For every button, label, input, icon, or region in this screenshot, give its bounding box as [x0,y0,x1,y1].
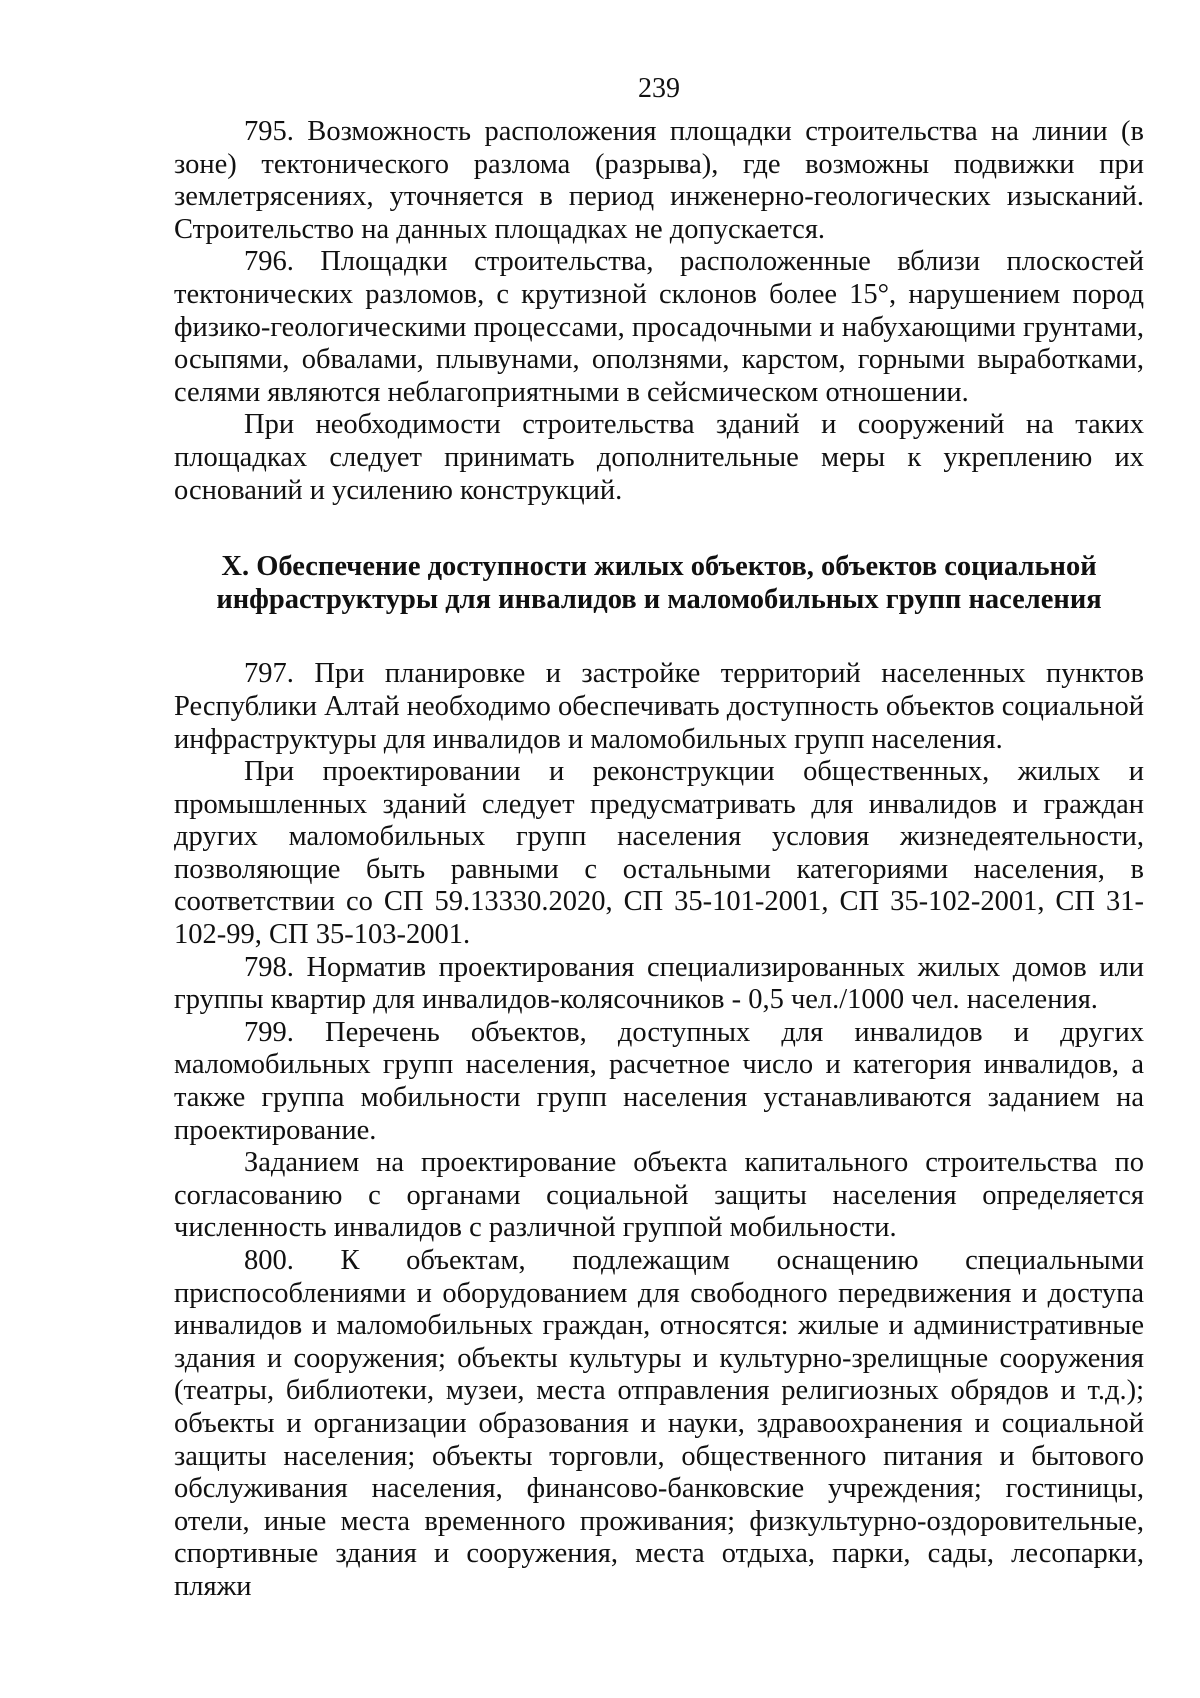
section-heading-line-2: инфраструктуры для инвалидов и маломобильных групп населения [216,583,1102,615]
paragraph-800: 800. К объектам, подлежащим оснащению специальными приспособлениями и оборудованием для свободного передвижения и доступа инвалидов и маломобильных граждан, относятся: жилые и административные здания и сооружения; объекты культуры и культурно-зрелищные сооружения (театры, библиотеки, музеи, места отправления религиозных обрядов и т.д.); объекты и организации образования и науки, здравоохранения и социальной защиты населения; объекты торговли, общественного питания и бытового обслуживания населения, финансово-банковские учреждения; гостиницы, отели, иные места временного проживания; физкультурно-оздоровительные, спортивные здания и сооружения, места отдыха, парки, сады, лесопарки, пляжи [174,1245,1144,1602]
paragraph-799: 799. Перечень объектов, доступных для инвалидов и других маломобильных групп населения, расчетное число и категория инвалидов, а также группа мобильности групп населения устанавливаются заданием на проектирование. [174,1016,1144,1146]
paragraph-799-continued: Заданием на проектирование объекта капитального строительства по согласованию с органами социальной защиты населения определяется численность инвалидов с различной группой мобильности. [174,1147,1144,1244]
section-heading-line-1: X. Обеспечение доступности жилых объектов, объектов социальной [221,551,1097,583]
paragraph-796: 796. Площадки строительства, расположенные вблизи плоскостей тектонических разломов, с крутизной склонов более 15°, нарушением пород физико-геологическими процессами, просадочными и набухающими грунтами, осыпями, обвалами, плывунами, оползнями, карстом, горными выработками, селями являются неблагоприятными в сейсмическом отношении. [174,246,1144,408]
page-number: 239 [638,73,680,104]
document-page [174,72,1144,1604]
paragraph-798: 798. Норматив проектирования специализированных жилых домов или группы квартир для инвалидов-колясочников - 0,5 чел./1000 чел. населения. [174,951,1144,1016]
paragraph-797: 797. При планировке и застройке территорий населенных пунктов Республики Алтай необходимо обеспечивать доступность объектов социальной инфраструктуры для инвалидов и маломобильных групп населения. [174,658,1145,755]
paragraph-796-continued: При необходимости строительства зданий и сооружений на таких площадках следует принимать дополнительные меры к укреплению их оснований и усилению конструкций. [174,409,1144,506]
paragraph-795: 795. Возможность расположения площадки строительства на линии (в зоне) тектонического разлома (разрыва), где возможны подвижки при землетрясениях, уточняется в период инженерно-геологических изысканий. Строительство на данных площадках не допускается. [174,116,1144,245]
section-heading [174,551,1144,616]
paragraph-797-continued: При проектировании и реконструкции общественных, жилых и промышленных зданий следует предусматривать для инвалидов и граждан других маломобильных групп населения условия жизнедеятельности, позволяющие быть равными с остальными категориями населения, в соответствии со СП 59.13330.2020, СП 35-101-2001, СП 35-102-2001, СП 31-102-99, СП 35-103-2001. [174,756,1144,951]
